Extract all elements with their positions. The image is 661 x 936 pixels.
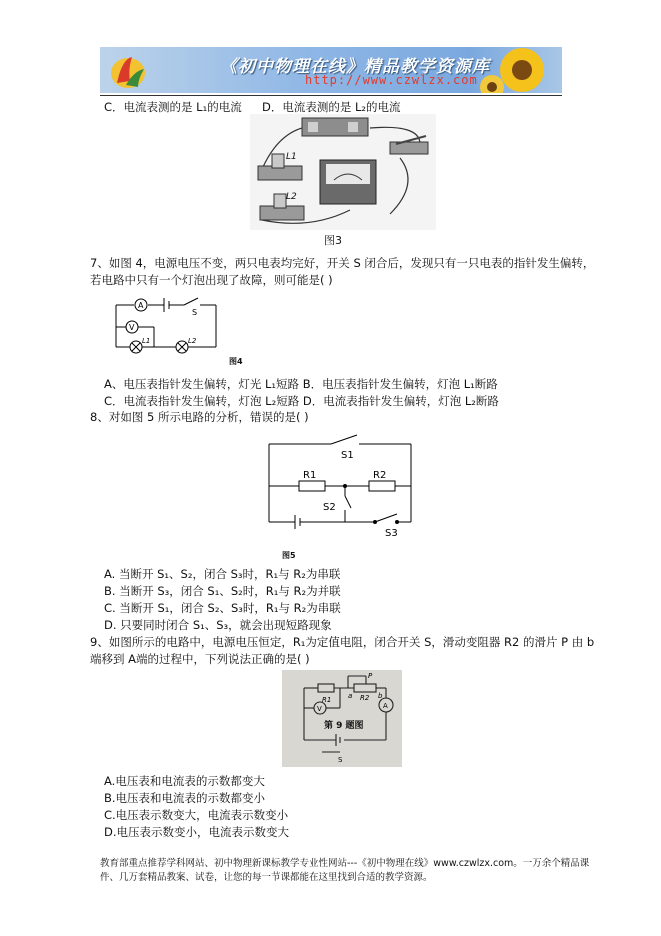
q8-option-a: A. 当断开 S₁、S₂，闭合 S₃时，R₁与 R₂为串联 [104,567,341,581]
figure-4-lamp2-label: L2 [188,337,197,345]
figure-9-r1-label: R1 [322,696,332,704]
figure-4-voltmeter-label: V [129,323,135,332]
figure-4-wiring [112,295,222,359]
figure-9-scan [282,670,402,767]
q8-option-b: B. 当断开 S₃，闭合 S₁、S₂时，R₁与 R₂为并联 [104,584,341,598]
figure-5-s2-label: S2 [323,502,336,513]
figure-9-ammeter-label: A [383,702,388,710]
q9-option-b: B.电压表和电流表的示数都变小 [104,791,266,805]
header-rule [100,95,562,96]
sunflower-decoration-icon [480,47,562,93]
figure-3-label-l1: L1 [286,152,297,162]
footer-line-2: 件、几万套精品教案、试卷，让您的每一节课都能在这里找到合适的教学资源。 [100,872,433,883]
q8-option-d: D. 只要同时闭合 S₁、S₃，就会出现短路现象 [104,618,332,632]
q9-option-d: D.电压表示数变小，电流表示数变大 [104,825,290,839]
figure-9-caption: 第 9 题图 [324,721,364,731]
q8-stem: 8、对如图 5 所示电路的分析，错误的是( ) [90,410,309,424]
figure-3-label-l2: L2 [286,192,297,202]
banner-url[interactable]: http://www.czwlzx.com [305,73,478,87]
q7-stem-line-1: 7、如图 4，电源电压不变，两只电表均完好，开关 S 闭合后，发现只有一只电表的指针发生偏转， [90,256,595,270]
figure-9-b-label: b [378,692,383,700]
q9-option-a: A.电压表和电流表的示数都变大 [104,774,265,788]
q7-stem-line-2: 若电路中只有一个灯泡出现了故障，则可能是( ) [90,273,333,287]
figure-9-p-label: P [368,672,373,680]
figure-4-caption: 图4 [229,357,243,366]
banner-title: 《初中物理在线》精品教学资源库 [220,57,490,77]
q9-option-c: C.电压表示数变大，电流表示数变小 [104,808,289,822]
figure-5-wiring [265,432,415,540]
q9-stem-line-2: 端移到 A端的过程中，下列说法正确的是( ) [90,652,310,666]
figure-5-r1-label: R1 [303,470,317,481]
figure-5-caption: 图5 [282,551,296,560]
q8-option-c: C. 当断开 S₁，闭合 S₂、S₃时，R₁与 R₂为串联 [104,601,341,615]
figure-4-circuit [112,295,222,359]
figure-3-caption: 图3 [324,234,342,247]
figure-5-r2-label: R2 [373,470,387,481]
site-logo-icon [108,51,148,91]
figure-9-a-label: a [348,692,353,700]
figure-3-apparatus [250,114,436,230]
q7-options-ab: A、电压表指针发生偏转，灯光 L₁短路 B．电压表指针发生偏转，灯泡 L₁断路 [104,377,498,391]
figure-9-r2-label: R2 [360,694,370,702]
figure-4-lamp1-label: L1 [142,337,151,345]
figure-4-ammeter-label: A [138,301,144,310]
q9-stem-line-1: 9、如图所示的电路中，电源电压恒定，R₁为定值电阻，闭合开关 S，滑动变阻器 R2 的滑片 P 由 b [90,635,595,649]
figure-5-s3-label: S3 [385,528,398,539]
figure-4-switch-label: S [192,308,198,317]
footer-line-1: 教育部重点推荐学科网站、初中物理新课标教学专业性网站---《初中物理在线》www.czwlzx.com。一万余个精品课 [100,858,590,869]
header-banner [100,47,562,93]
figure-9-v-label: V [317,705,322,713]
q6-option-d: D．电流表测的是 L₂的电流 [262,100,401,114]
q6-option-c: C．电流表测的是 L₁的电流 [104,100,242,114]
figure-5-circuit [265,432,415,540]
figure-3-photo [250,114,436,230]
q7-options-cd: C．电流表指针发生偏转，灯泡 L₂短路 D．电流表指针发生偏转，灯泡 L₂断路 [104,394,499,408]
figure-5-s1-label: S1 [341,450,354,461]
figure-9-s-label: S [338,756,343,764]
